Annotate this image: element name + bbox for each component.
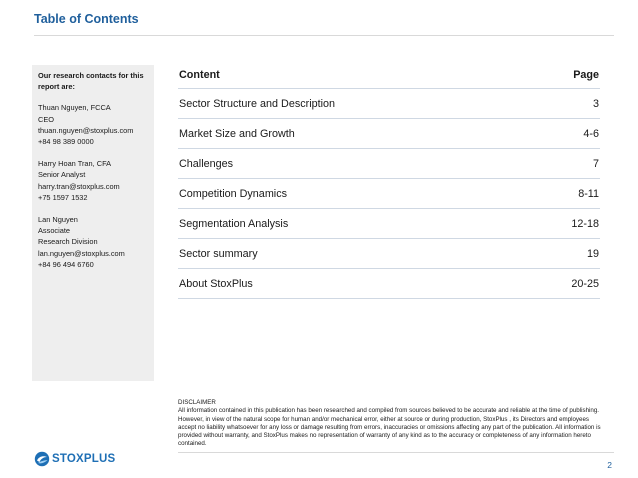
toc-entry-title: Segmentation Analysis (179, 217, 289, 230)
disclaimer (178, 399, 608, 449)
title-divider (34, 35, 614, 36)
contact-name: Thuan Nguyen, FCCA (38, 103, 111, 113)
contact-card (38, 102, 148, 147)
toc-entry-title: Competition Dynamics (179, 187, 288, 200)
contact-email: thuan.nguyen@stoxplus.com (38, 125, 134, 135)
toc-entry-page: 12-18 (571, 217, 599, 230)
toc-entry-page: 19 (586, 247, 599, 260)
page-title: Table of Contents (34, 12, 139, 26)
table-of-contents (178, 62, 600, 299)
contact-phone: +84 98 389 0000 (38, 137, 94, 147)
contact-email: lan.nguyen@stoxplus.com (38, 248, 125, 258)
toc-row[interactable] (178, 149, 600, 179)
toc-entry-title: Market Size and Growth (179, 127, 295, 140)
toc-entry-title: Sector summary (179, 247, 258, 260)
toc-entry-page: 8-11 (578, 187, 599, 200)
disclaimer-title: DISCLAIMER (178, 399, 216, 406)
toc-header-content: Content (179, 69, 220, 81)
toc-entry-page: 7 (592, 157, 599, 170)
toc-entry-page: 3 (592, 97, 599, 110)
contact-phone: +75 1597 1532 (38, 192, 88, 202)
toc-row[interactable] (178, 119, 600, 149)
stoxplus-logo-icon (34, 451, 50, 467)
toc-row[interactable] (178, 209, 600, 239)
contact-name: Lan Nguyen (38, 215, 78, 225)
contact-email: harry.tran@stoxplus.com (38, 181, 120, 191)
contact-role: Associate (38, 226, 71, 236)
contact-phone: +84 96 494 6760 (38, 259, 94, 269)
toc-entry-title: Sector Structure and Description (179, 97, 336, 110)
contact-role: Senior Analyst (38, 170, 86, 180)
page-number: 2 (607, 460, 612, 470)
toc-entry-page: 4-6 (583, 127, 599, 140)
toc-header-row (178, 62, 600, 89)
research-contacts-panel (32, 65, 154, 381)
contacts-heading: Our research contacts for this report are: (38, 71, 144, 92)
toc-row[interactable] (178, 269, 600, 299)
contact-name: Harry Hoan Tran, CFA (38, 159, 112, 169)
contact-division: Research Division (38, 237, 98, 247)
toc-row[interactable] (178, 179, 600, 209)
toc-row[interactable] (178, 239, 600, 269)
contact-card (38, 214, 148, 270)
toc-header-page: Page (573, 69, 599, 81)
footer-divider (178, 452, 614, 453)
toc-entry-title: Challenges (179, 157, 234, 170)
toc-entry-page: 20-25 (571, 277, 599, 290)
toc-row[interactable] (178, 89, 600, 119)
stoxplus-logo (34, 451, 115, 467)
contact-card (38, 158, 148, 203)
logo-text: STOXPLUS (52, 453, 116, 465)
contact-role: CEO (38, 114, 55, 124)
toc-entry-title: About StoxPlus (179, 277, 253, 290)
disclaimer-text: All information contained in this publication has been researched and compiled from sources believed to be accurate and reliable at the time of publishing. However, in view of the natural scope for human and/or mechanical error, either at source or during production, StoxPlus , its Directors and employees accept no liability whatsoever for any loss or damage resulting from errors, inaccuracies or omissions affecting any part of the publication. All information is provided without warranty, and StoxPlus makes no representation of warranty of any kind as to the accuracy or completeness of any information hereto contained. (178, 407, 601, 448)
